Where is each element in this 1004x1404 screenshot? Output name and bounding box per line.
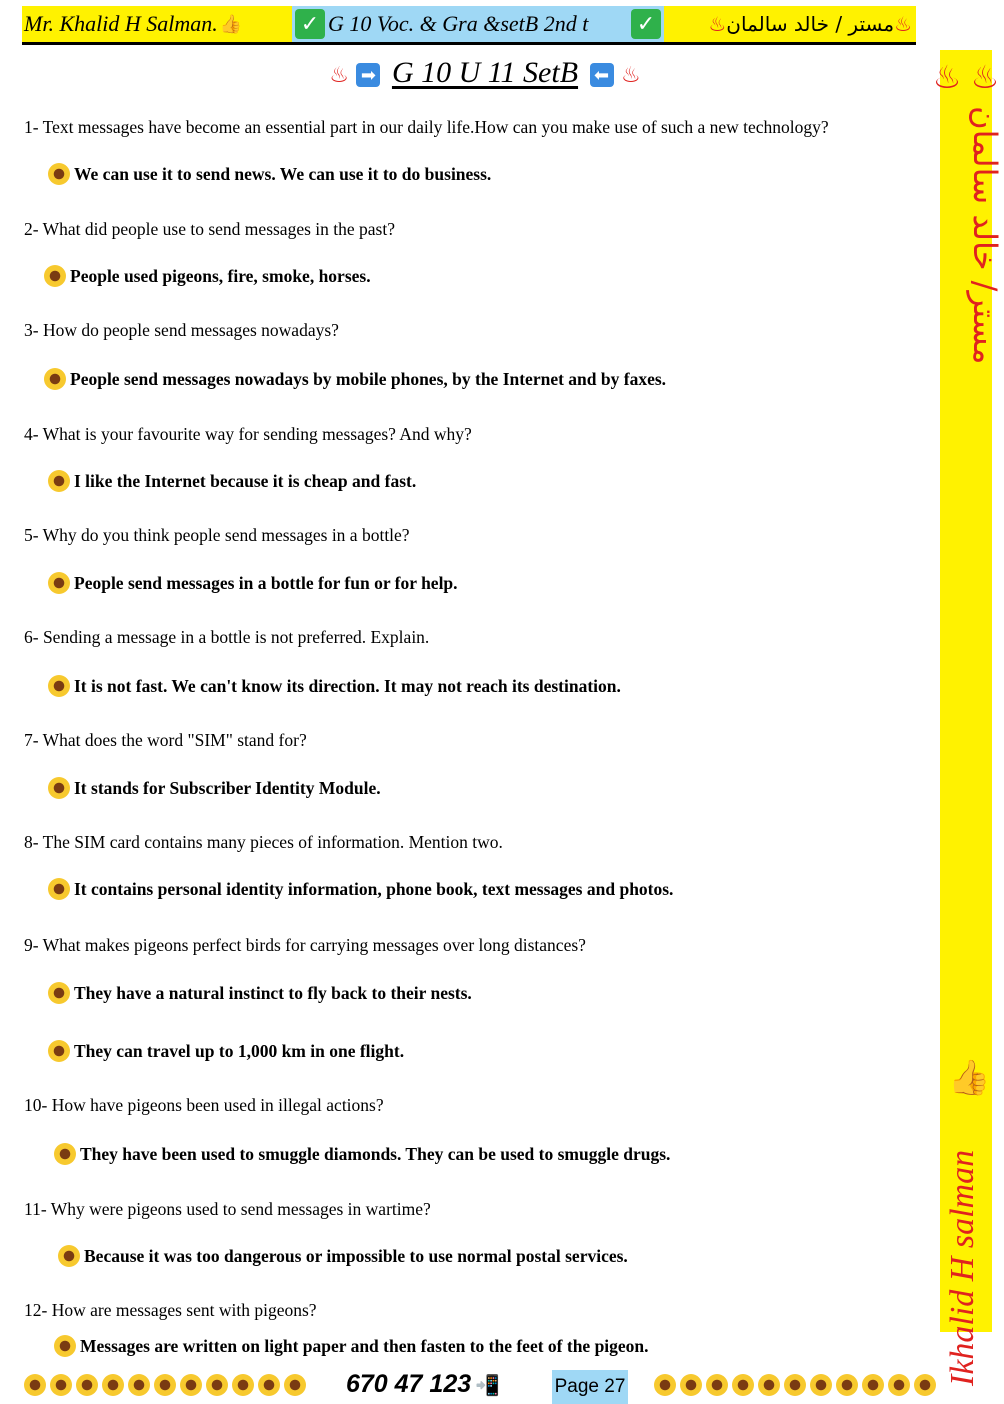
answer-text: People used pigeons, fire, smoke, horses. [70,265,371,286]
answer-text: Because it was too dangerous or impossible to use normal postal services. [84,1245,628,1266]
sunflower-icon [54,1335,76,1357]
question-6: 6- Sending a message in a bottle is not preferred. Explain. [24,627,430,647]
question-3: 3- How do people send messages nowadays? [24,320,339,340]
sunflower-icon [810,1374,832,1396]
question-5: 5- Why do you think people send messages in a bottle? [24,525,410,545]
question-1: 1- Text messages have become an essential part in our daily life.How can you make use of such a new technology? [24,117,829,137]
question-7: 7- What does the word "SIM" stand for? [24,730,307,750]
sunflower-icon [732,1374,754,1396]
question-10: 10- How have pigeons been used in illegal actions? [24,1095,384,1115]
header-author-ar: مستر / خالد سالمان [726,12,895,36]
answer-text: They have a natural instinct to fly back to their nests. [74,982,472,1003]
answer-text: They can travel up to 1,000 km in one flight. [74,1040,405,1061]
thumbs-up-icon: 👍 [948,1058,991,1098]
sunflower-icon [836,1374,858,1396]
sunflower-icon [206,1374,228,1396]
question-11: 11- Why were pigeons used to send messages in wartime? [24,1199,431,1219]
hot-springs-icon: ♨ [894,12,912,36]
answer-text: People send messages nowadays by mobile phones, by the Internet and by faxes. [70,368,667,389]
question-2: 2- What did people use to send messages in the past? [24,219,395,239]
sunflower-icon [48,675,70,697]
sunflower-icon [48,163,70,185]
phone-number-text: 670 47 123 [346,1370,472,1398]
question-12: 12- How are messages sent with pigeons? [24,1300,317,1320]
check-icon: ✓ [631,9,661,39]
sunflower-icon [862,1374,884,1396]
sunflower-icon [48,572,70,594]
sunflower-icon [284,1374,306,1396]
footer [24,1370,944,1404]
header-doc-section [292,6,664,42]
sunflower-icon [154,1374,176,1396]
answer-1 [48,163,491,185]
sunflower-icon [54,1143,76,1165]
sunflower-icon [76,1374,98,1396]
sidebar-arabic-text: ♨ مستر/ خالد سالمان ♨ [928,58,1004,365]
header-doc-label: G 10 Voc. & Gra &setB 2nd t [328,11,589,36]
answer-11 [58,1245,628,1267]
answer-text: Messages are written on light paper and then fasten to the feet of the pigeon. [80,1335,649,1356]
answer-5 [48,572,458,594]
answer-text: People send messages in a bottle for fun or for help. [74,572,458,593]
sunflower-icon [48,777,70,799]
answer-4 [48,470,416,492]
answer-9b [48,1040,404,1062]
sunflower-icon [654,1374,676,1396]
answer-10 [54,1143,670,1165]
sunflower-row-left [24,1374,310,1401]
sunflower-icon [706,1374,728,1396]
sunflower-row-right [654,1374,940,1401]
sunflower-icon [758,1374,780,1396]
sunflower-icon [58,1245,80,1267]
sunflower-icon [128,1374,150,1396]
hot-springs-icon: ♨ [329,63,349,88]
answer-7 [48,777,381,799]
hot-springs-icon: ♨ [621,63,641,88]
answer-text: We can use it to send news. We can use it to do business. [74,163,492,184]
question-4: 4- What is your favourite way for sending messages? And why? [24,424,472,444]
phone-number [346,1370,500,1399]
thumbs-up-icon: 👍 [219,13,243,35]
sunflower-icon [102,1374,124,1396]
answer-12 [54,1335,649,1357]
answer-text: It is not fast. We can't know its direction. It may not reach its destination. [74,675,621,696]
header-arabic-section [664,6,916,42]
answer-text: They have been used to smuggle diamonds. They can be used to smuggle drugs. [80,1143,671,1164]
sunflower-icon [258,1374,280,1396]
title-text: G 10 U 11 SetB [391,56,579,89]
page-number: Page 27 [552,1370,628,1404]
sunflower-icon [48,1040,70,1062]
answer-text: It contains personal identity information, phone book, text messages and photos. [74,878,674,899]
sunflower-icon [24,1374,46,1396]
header-author-en: Mr. Khalid H Salman. [24,11,218,36]
sunflower-icon [48,982,70,1004]
mobile-phone-icon: 📲 [475,1373,501,1397]
answer-3 [44,368,666,390]
header-bar [22,6,916,45]
sunflower-icon [232,1374,254,1396]
sidebar-banner [928,50,1004,1386]
sunflower-icon [680,1374,702,1396]
sunflower-icon [44,265,66,287]
sunflower-icon [44,368,66,390]
check-icon: ✓ [295,9,325,39]
question-8: 8- The SIM card contains many pieces of information. Mention two. [24,832,503,852]
sunflower-icon [50,1374,72,1396]
hot-springs-icon: ♨ [708,12,727,36]
answer-9a [48,982,472,1004]
sunflower-icon [180,1374,202,1396]
answer-6 [48,675,621,697]
right-arrow-icon: ➡ [356,63,380,87]
page-title [0,56,970,90]
sunflower-icon [48,878,70,900]
sunflower-icon [48,470,70,492]
answer-text: I like the Internet because it is cheap and fast. [74,470,417,491]
sidebar-english-text: Ikhalid H salman [944,1149,981,1386]
question-9: 9- What makes pigeons perfect birds for carrying messages over long distances? [24,935,586,955]
sunflower-icon [914,1374,936,1396]
sunflower-icon [784,1374,806,1396]
answer-text: It stands for Subscriber Identity Module. [74,777,381,798]
answer-2 [44,265,371,287]
answer-8 [48,878,673,900]
left-arrow-icon: ⬅ [590,63,614,87]
sunflower-icon [888,1374,910,1396]
header-author-section [22,6,292,42]
